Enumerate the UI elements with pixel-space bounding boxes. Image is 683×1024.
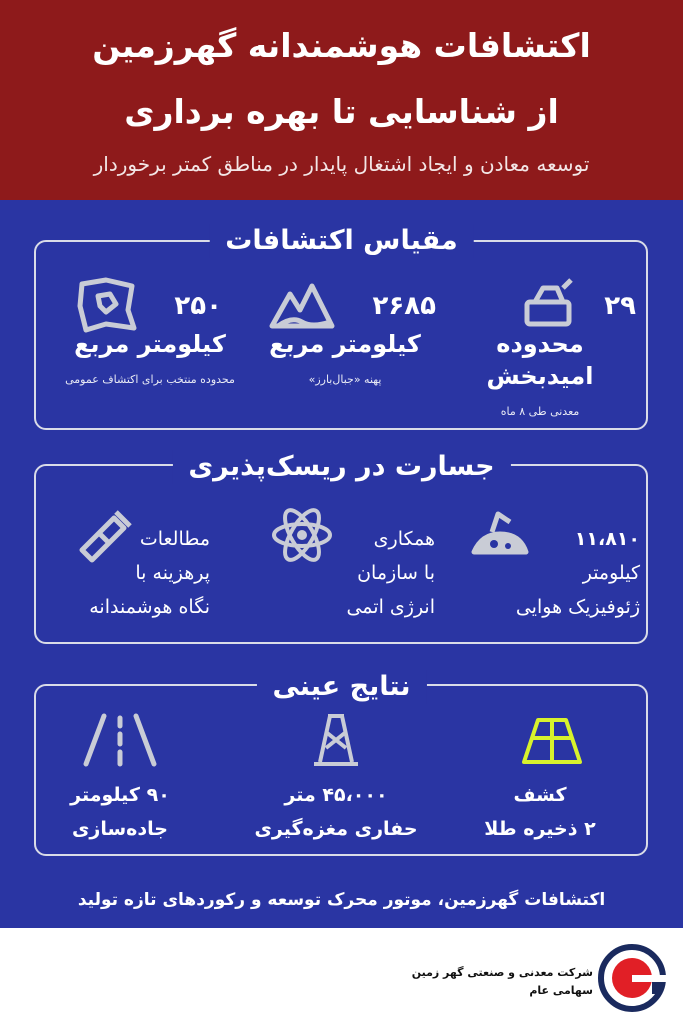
- studies-line1: مطالعات: [139, 528, 210, 550]
- header-banner: [0, 0, 683, 200]
- title-line-2: از شناسایی تا بهره برداری: [124, 92, 559, 131]
- risk-item-airborne-geophysics: [450, 522, 640, 624]
- selected-area-note: محدوده منتخب برای اکتشاف عمومی: [65, 373, 235, 386]
- belt-area-number: ۲۶۸۵: [372, 291, 436, 321]
- belt-area-note: پهنه «جبال‌بارز»: [308, 373, 382, 386]
- company-type: سهامی عام: [529, 984, 593, 997]
- geophysics-line1: ۱۱،۸۱۰: [574, 528, 640, 550]
- risk-item-atomic-energy: [300, 522, 435, 624]
- gold-line2: ۲ ذخیره طلا: [484, 818, 596, 840]
- result-item-road: [50, 778, 190, 846]
- gold-bars-icon: [520, 716, 584, 766]
- geophysics-line2: کیلومتر: [582, 562, 640, 584]
- scale-item-selected-area: [50, 290, 250, 388]
- footer-slogan: اکتشافات گهرزمین، موتور محرک توسعه و رکوردهای تازه تولید: [77, 890, 606, 910]
- belt-area-label: کیلومتر مربع: [269, 330, 421, 358]
- atomic-line3: انرژی اتمی: [346, 596, 435, 618]
- road-line1: ۹۰ کیلومتر: [70, 784, 170, 806]
- company-logo: [596, 942, 668, 1014]
- section-title-results: نتایج عینی: [256, 670, 426, 704]
- drilling-rig-icon: [312, 712, 360, 768]
- section-title-scale: مقیاس اکتشافات: [209, 224, 474, 258]
- gold-line1: کشف: [513, 784, 567, 806]
- scale-item-promising-areas: [440, 290, 640, 420]
- atomic-line2: با سازمان: [357, 562, 435, 584]
- drilling-line1: ۴۵،۰۰۰ متر: [284, 784, 388, 806]
- studies-line3: نگاه هوشمندانه: [89, 596, 210, 618]
- company-name-block: [412, 964, 593, 1000]
- drilling-line2: حفاری مغزه‌گیری: [254, 818, 418, 840]
- scale-item-belt-area: [250, 290, 440, 388]
- title-line-1: اکتشافات هوشمندانه گهرزمین: [92, 26, 591, 65]
- geophysics-line3: ژئوفیزیک هوایی: [515, 596, 640, 618]
- promising-areas-note: معدنی طی ۸ ماه: [500, 405, 580, 418]
- road-line2: جاده‌سازی: [72, 818, 168, 840]
- promising-areas-number: ۲۹: [604, 291, 636, 321]
- result-item-gold: [470, 778, 610, 846]
- subtitle: توسعه معادن و ایجاد اشتغال پایدار در مناطق کمتر برخوردار: [93, 152, 590, 176]
- selected-area-number: ۲۵۰: [174, 291, 222, 321]
- studies-line2: پرهزینه با: [135, 562, 210, 584]
- risk-item-smart-studies: [60, 522, 210, 624]
- atomic-line1: همکاری: [373, 528, 435, 550]
- selected-area-label: کیلومتر مربع: [74, 330, 226, 358]
- section-title-risk: جسارت در ریسک‌پذیری: [172, 450, 510, 484]
- promising-areas-label: محدوده امیدبخش: [486, 330, 594, 390]
- company-name: شرکت معدنی و صنعتی گهر زمین: [411, 966, 593, 979]
- road-icon: [80, 712, 160, 768]
- result-item-drilling: [236, 778, 436, 846]
